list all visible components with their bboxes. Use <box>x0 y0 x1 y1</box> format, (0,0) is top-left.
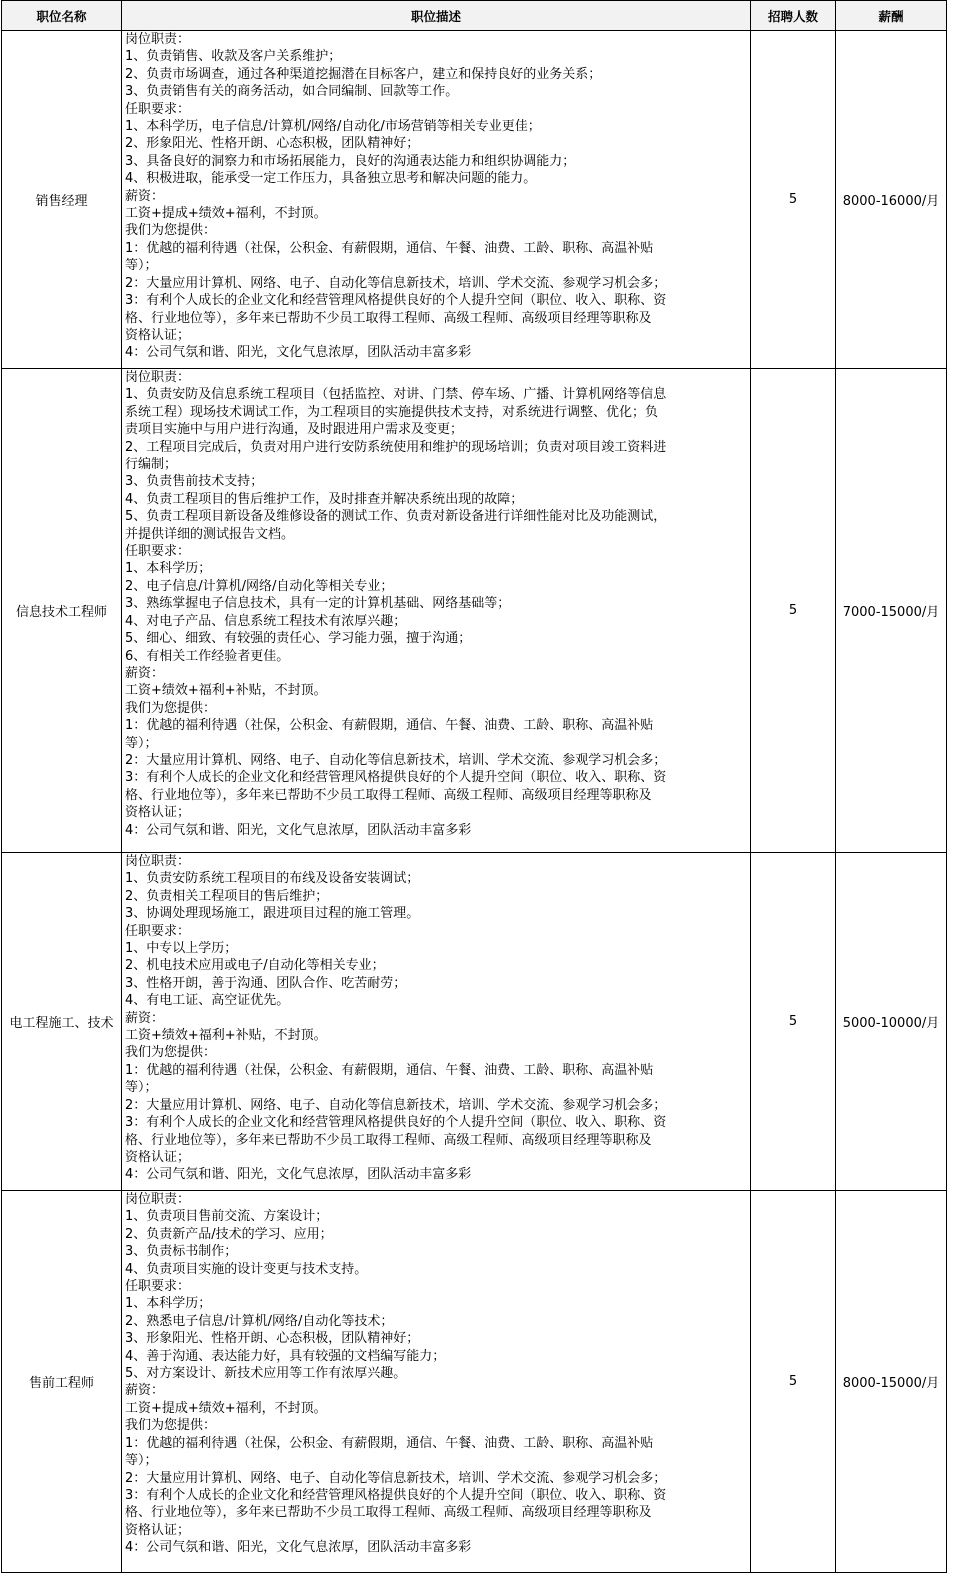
job-row <box>2 31 947 369</box>
description-line: 系统工程）现场技术调试工作，为工程项目的实施提供技术支持，对系统进行调整、优化；负 <box>125 404 659 420</box>
description-line: 等）； <box>125 1080 158 1096</box>
description-line: 3、具备良好的洞察力和市场拓展能力，良好的沟通表达能力和组织协调能力； <box>125 153 576 169</box>
description-line: 2、电子信息/计算机/网络/自动化等相关专业； <box>125 578 394 594</box>
description-line: 1：优越的福利待遇（社保，公积金、有薪假期，通信、午餐、油费、工龄、职称、高温补贴 <box>125 1062 654 1078</box>
header-count: 招聘人数 <box>751 1 836 31</box>
description-line: 4、有电工证、高空证优先。 <box>125 993 290 1009</box>
job-salary: 8000-15000/月 <box>836 1191 947 1573</box>
description-line: 1、负责安防系统工程项目的布线及设备安装调试； <box>125 871 420 887</box>
description-line: 1、负责项目售前交流、方案设计； <box>125 1209 329 1225</box>
job-headcount: 5 <box>751 369 836 853</box>
job-title: 销售经理 <box>2 31 122 369</box>
description-line: 6、有相关工作经验者更佳。 <box>125 648 290 664</box>
description-line: 3、协调处理现场施工，跟进项目过程的施工管理。 <box>125 906 420 922</box>
description-line: 薪资： <box>125 188 165 204</box>
description-line: 我们为您提供： <box>125 700 217 716</box>
description-line: 等）； <box>125 258 158 274</box>
description-line: 任职要求： <box>125 544 191 560</box>
description-line: 责项目实施中与用户进行沟通，及时跟进用户需求及变更； <box>125 422 464 438</box>
job-description <box>122 1191 751 1573</box>
description-line: 资格认证； <box>125 805 191 821</box>
job-headcount: 5 <box>751 853 836 1191</box>
job-salary: 8000-16000/月 <box>836 31 947 369</box>
description-line: 1、负责安防及信息系统工程项目（包括监控、对讲、门禁、停车场、广播、计算机网络等信息 <box>125 387 667 403</box>
job-title: 电工程施工、技术 <box>2 853 122 1191</box>
description-line: 岗位职责： <box>125 32 191 47</box>
description-line: 薪资： <box>125 1383 165 1399</box>
description-line: 5、对方案设计、新技术应用等工作有浓厚兴趣。 <box>125 1366 407 1382</box>
description-line: 岗位职责： <box>125 1192 191 1207</box>
job-headcount: 5 <box>751 1191 836 1573</box>
description-line: 资格认证； <box>125 1149 191 1165</box>
description-line: 2、机电技术应用或电子/自动化等相关专业； <box>125 958 385 974</box>
description-line: 1：优越的福利待遇（社保，公积金、有薪假期，通信、午餐、油费、工龄、职称、高温补贴 <box>125 718 654 734</box>
description-line: 格、行业地位等），多年来已帮助不少员工取得工程师、高级工程师、高级项目经理等职称及 <box>125 310 652 326</box>
description-line: 2、工程项目完成后，负责对用户进行安防系统使用和维护的现场培训；负责对项目竣工资料进 <box>125 439 667 455</box>
description-line: 4、负责项目实施的设计变更与技术支持。 <box>125 1261 368 1277</box>
job-headcount: 5 <box>751 31 836 369</box>
description-line: 任职要求： <box>125 923 191 939</box>
description-line: 4：公司气氛和谐、阳光，文化气息浓厚，团队活动丰富多彩 <box>125 345 472 361</box>
description-line: 我们为您提供： <box>125 1418 217 1434</box>
description-line: 1、中专以上学历； <box>125 941 238 957</box>
description-line: 3、负责售前技术支持； <box>125 474 264 490</box>
description-line: 4：公司气氛和谐、阳光，文化气息浓厚，团队活动丰富多彩 <box>125 1540 472 1556</box>
description-line: 工资+绩效+福利+补贴，不封顶。 <box>125 1028 327 1044</box>
description-line: 2、熟悉电子信息/计算机/网络/自动化等技术； <box>125 1313 394 1329</box>
description-line: 5、细心、细致、有较强的责任心、学习能力强，擅于沟通； <box>125 631 472 647</box>
description-line: 4、积极进取，能承受一定工作压力，具备独立思考和解决问题的能力。 <box>125 171 537 187</box>
description-line: 工资+绩效+福利+补贴，不封顶。 <box>125 683 327 699</box>
description-line: 2、负责相关工程项目的售后维护； <box>125 888 329 904</box>
description-line: 5、负责工程项目新设备及维修设备的测试工作、负责对新设备进行详细性能对比及功能测试， <box>125 509 667 525</box>
description-line: 2、负责新产品/技术的学习、应用； <box>125 1226 333 1242</box>
description-line: 2：大量应用计算机、网络、电子、自动化等信息新技术，培训、学术交流、参观学习机会多； <box>125 1097 667 1113</box>
job-description <box>122 853 751 1191</box>
description-line: 2：大量应用计算机、网络、电子、自动化等信息新技术，培训、学术交流、参观学习机会多； <box>125 1470 667 1486</box>
description-line: 任职要求： <box>125 101 191 117</box>
description-line: 并提供详细的测试报告文档。 <box>125 526 295 542</box>
description-line: 岗位职责： <box>125 370 191 385</box>
description-line: 工资+提成+绩效+福利，不封顶。 <box>125 206 327 222</box>
description-line: 1、本科学历； <box>125 1296 212 1312</box>
description-line: 1：优越的福利待遇（社保，公积金、有薪假期，通信、午餐、油费、工龄、职称、高温补贴 <box>125 1435 654 1451</box>
description-line: 薪资： <box>125 1010 165 1026</box>
description-line: 3：有利个人成长的企业文化和经营管理风格提供良好的个人提升空间（职位、收入、职称、资 <box>125 770 667 786</box>
description-line: 岗位职责： <box>125 854 191 869</box>
header-salary: 薪酬 <box>836 1 947 31</box>
header-desc: 职位描述 <box>122 1 751 31</box>
description-line: 3、性格开朗，善于沟通、团队合作、吃苦耐劳； <box>125 975 407 991</box>
description-line: 格、行业地位等），多年来已帮助不少员工取得工程师、高级工程师、高级项目经理等职称及 <box>125 787 652 803</box>
description-line: 3、负责销售有关的商务活动，如合同编制、回款等工作。 <box>125 84 459 100</box>
description-line: 3、熟练掌握电子信息技术，具有一定的计算机基础、网络基础等； <box>125 596 511 612</box>
description-line: 4：公司气氛和谐、阳光，文化气息浓厚，团队活动丰富多彩 <box>125 822 472 838</box>
job-salary: 7000-15000/月 <box>836 369 947 853</box>
description-line: 1、本科学历； <box>125 561 212 577</box>
job-salary: 5000-10000/月 <box>836 853 947 1191</box>
job-row <box>2 1191 947 1573</box>
description-line: 工资+提成+绩效+福利，不封顶。 <box>125 1400 327 1416</box>
jobs-table <box>1 0 947 1573</box>
description-line: 1、本科学历，电子信息/计算机/网络/自动化/市场营销等相关专业更佳； <box>125 119 541 135</box>
description-line: 4：公司气氛和谐、阳光，文化气息浓厚，团队活动丰富多彩 <box>125 1167 472 1183</box>
description-line: 2：大量应用计算机、网络、电子、自动化等信息新技术，培训、学术交流、参观学习机会多； <box>125 275 667 291</box>
description-line: 任职要求： <box>125 1279 191 1295</box>
description-line: 2、负责市场调查，通过各种渠道挖掘潜在目标客户，建立和保持良好的业务关系； <box>125 66 602 82</box>
description-line: 1、负责销售、收款及客户关系维护； <box>125 49 342 65</box>
job-title: 售前工程师 <box>2 1191 122 1573</box>
description-line: 等）； <box>125 735 158 751</box>
job-row <box>2 369 947 853</box>
header-row <box>2 1 947 31</box>
description-line: 薪资： <box>125 665 165 681</box>
description-line: 2：大量应用计算机、网络、电子、自动化等信息新技术，培训、学术交流、参观学习机会多； <box>125 752 667 768</box>
description-line: 3、形象阳光、性格开朗、心态积极，团队精神好； <box>125 1331 420 1347</box>
description-line: 行编制； <box>125 457 178 473</box>
description-line: 3：有利个人成长的企业文化和经营管理风格提供良好的个人提升空间（职位、收入、职称、资 <box>125 1487 667 1503</box>
description-line: 我们为您提供： <box>125 1045 217 1061</box>
description-line: 1：优越的福利待遇（社保，公积金、有薪假期，通信、午餐、油费、工龄、职称、高温补贴 <box>125 240 654 256</box>
description-line: 4、对电子产品、信息系统工程技术有浓厚兴趣； <box>125 613 407 629</box>
description-line: 资格认证； <box>125 1522 191 1538</box>
description-line: 资格认证； <box>125 327 191 343</box>
description-line: 等）； <box>125 1453 158 1469</box>
description-line: 4、善于沟通、表达能力好，具有较强的文档编写能力； <box>125 1348 446 1364</box>
header-name: 职位名称 <box>2 1 122 31</box>
description-line: 我们为您提供： <box>125 223 217 239</box>
job-title: 信息技术工程师 <box>2 369 122 853</box>
description-line: 格、行业地位等），多年来已帮助不少员工取得工程师、高级工程师、高级项目经理等职称及 <box>125 1132 652 1148</box>
description-line: 3、负责标书制作； <box>125 1244 238 1260</box>
description-line: 格、行业地位等），多年来已帮助不少员工取得工程师、高级工程师、高级项目经理等职称及 <box>125 1505 652 1521</box>
job-description <box>122 369 751 853</box>
description-line: 3：有利个人成长的企业文化和经营管理风格提供良好的个人提升空间（职位、收入、职称、资 <box>125 293 667 309</box>
job-row <box>2 853 947 1191</box>
job-description <box>122 31 751 369</box>
description-line: 2、形象阳光、性格开朗、心态积极，团队精神好； <box>125 136 420 152</box>
description-line: 3：有利个人成长的企业文化和经营管理风格提供良好的个人提升空间（职位、收入、职称、资 <box>125 1115 667 1131</box>
description-line: 4、负责工程项目的售后维护工作，及时排查并解决系统出现的故障； <box>125 491 524 507</box>
